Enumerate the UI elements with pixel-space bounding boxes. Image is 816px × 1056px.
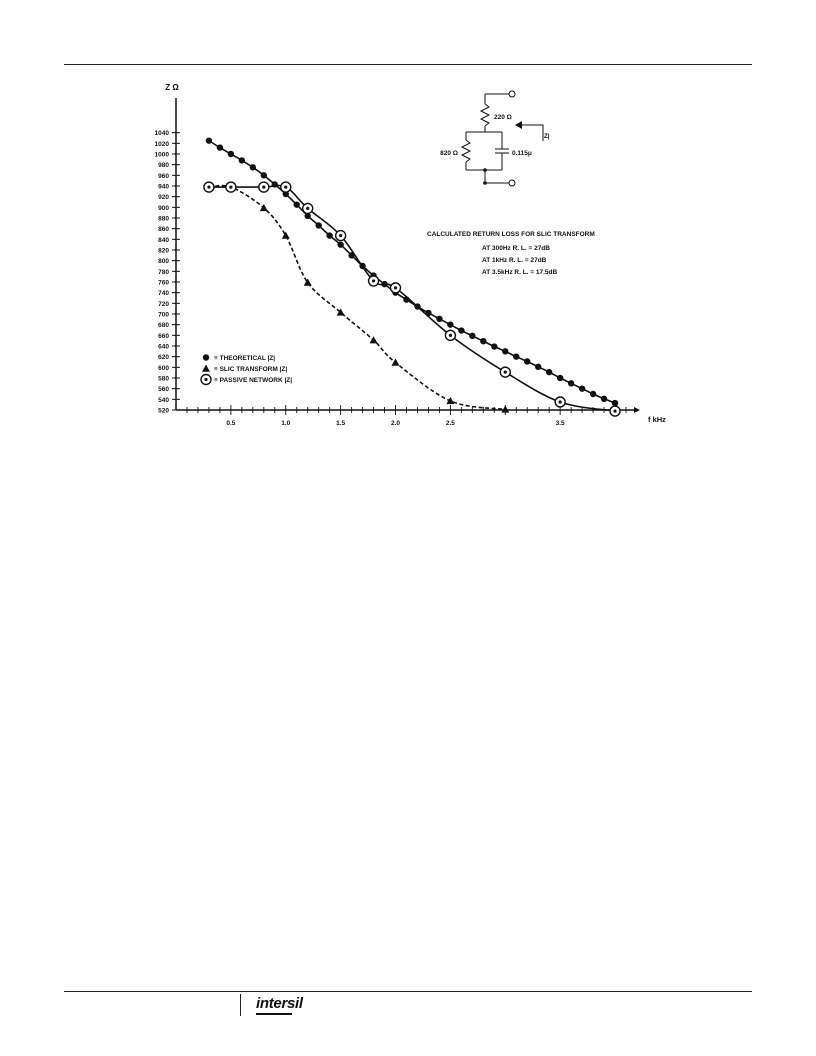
data-point-triangle [282, 232, 290, 239]
marker-center [204, 378, 207, 381]
y-tick-label: 980 [158, 162, 169, 170]
x-tick-label: 2.5 [445, 420, 455, 427]
y-tick-label: 740 [158, 290, 169, 298]
data-point-circle-dot [259, 182, 269, 192]
data-point-circle-dot [610, 406, 620, 416]
circuit-diagram [440, 91, 550, 186]
data-point-dot [261, 172, 267, 178]
y-tick-label: 520 [158, 407, 169, 415]
intersil-logo: intersil [256, 995, 303, 1012]
data-point-dot [491, 343, 497, 349]
data-point-dot [469, 333, 475, 339]
y-tick-label: 620 [158, 354, 169, 362]
y-tick-label: 960 [158, 172, 169, 180]
y-tick-label: 660 [158, 332, 169, 340]
header-rule [64, 64, 752, 65]
data-point-dot [403, 296, 409, 302]
x-axis-arrow [634, 407, 640, 413]
data-point-dot [557, 375, 563, 381]
data-point-dot [535, 364, 541, 370]
legend-label: ≡ PASSIVE NETWORK |Z| [214, 377, 293, 384]
data-point-dot [359, 263, 365, 269]
y-tick-label: 540 [158, 396, 169, 404]
data-point-dot [502, 348, 508, 354]
marker-center [306, 207, 309, 210]
y-tick-label: 580 [158, 375, 169, 383]
marker-center [207, 185, 210, 188]
data-point-dot [568, 380, 574, 386]
y-tick-label: 600 [158, 364, 169, 372]
data-point-circle-dot [445, 330, 455, 340]
z-label: |Z| [542, 133, 550, 140]
resistor-220-label: 220 Ω [494, 114, 512, 121]
marker-center [339, 234, 342, 237]
data-point-circle-dot [555, 397, 565, 407]
x-axis-title: f kHz [648, 415, 666, 424]
data-point-dot [381, 281, 387, 287]
data-point-dot [315, 222, 321, 228]
junction [483, 181, 487, 185]
legend-marker-dot [203, 354, 209, 360]
data-point-circle-dot [391, 283, 401, 293]
terminal-bottom [509, 180, 515, 186]
y-tick-label: 640 [158, 343, 169, 351]
data-point-circle-dot [336, 231, 346, 241]
data-point-circle-dot [303, 203, 313, 213]
marker-center [229, 185, 232, 188]
data-point-dot [337, 241, 343, 247]
marker-center [394, 286, 397, 289]
data-point-dot [326, 232, 332, 238]
x-tick-label: 2.0 [390, 420, 401, 427]
y-tick-label: 1040 [154, 130, 169, 138]
y-tick-label: 780 [158, 268, 169, 276]
data-point-triangle [260, 204, 268, 211]
x-tick-label: 0.5 [226, 420, 236, 427]
data-point-dot [250, 164, 256, 170]
y-tick-label: 760 [158, 279, 169, 287]
impedance-chart [150, 80, 670, 440]
y-tick-label: 680 [158, 322, 169, 330]
y-tick-label: 800 [158, 258, 169, 266]
marker-center [262, 185, 265, 188]
data-point-dot [272, 181, 278, 187]
x-tick-label: 3.5 [555, 420, 565, 427]
data-point-dot [458, 327, 464, 333]
x-tick-label: 1.0 [281, 420, 291, 427]
y-tick-label: 1000 [154, 151, 169, 159]
data-point-dot [447, 321, 453, 327]
y-tick-label: 940 [158, 183, 169, 191]
data-point-dot [579, 385, 585, 391]
data-point-circle-dot [500, 367, 510, 377]
data-point-circle-dot [369, 276, 379, 286]
data-point-dot [436, 316, 442, 322]
annotations [427, 231, 595, 276]
y-tick-label: 560 [158, 386, 169, 394]
x-tick-label: 1.5 [336, 420, 346, 427]
legend-label: ≡ THEORETICAL |Z| [214, 355, 276, 362]
data-point-dot [206, 137, 212, 143]
series-line-triangle [209, 186, 505, 410]
footer-rule [64, 991, 752, 992]
data-point-dot [524, 358, 530, 364]
data-point-triangle [501, 405, 509, 412]
z-arrow-head [515, 121, 522, 129]
data-point-circle-dot [281, 182, 291, 192]
plot-area [204, 137, 620, 416]
data-point-dot [228, 151, 234, 157]
z-arrow-line [522, 125, 543, 141]
marker-center [449, 334, 452, 337]
data-point-triangle [370, 336, 378, 343]
marker-center [559, 400, 562, 403]
data-point-circle-dot [226, 182, 236, 192]
y-tick-label: 720 [158, 300, 169, 308]
annotation-line: AT 300Hz R. L. = 27dB [482, 245, 550, 252]
legend-marker-triangle [202, 365, 210, 372]
annotation-title: CALCULATED RETURN LOSS FOR SLIC TRANSFORM [427, 231, 595, 238]
data-point-dot [612, 400, 618, 406]
footer-divider [240, 994, 241, 1016]
logo-swoosh [256, 1013, 292, 1015]
resistor-820 [462, 140, 470, 162]
resistor-220 [481, 104, 489, 126]
y-tick-label: 820 [158, 247, 169, 255]
y-tick-label: 880 [158, 215, 169, 223]
data-point-dot [480, 338, 486, 344]
data-point-circle-dot [204, 182, 214, 192]
legend [201, 354, 292, 384]
data-point-dot [590, 391, 596, 397]
capacitor-label: 0.115μ [512, 150, 532, 157]
resistor-820-label: 820 Ω [440, 150, 458, 157]
data-point-dot [425, 310, 431, 316]
annotation-line: AT 3.5kHz R. L. = 17.5dB [482, 269, 558, 276]
marker-center [613, 409, 616, 412]
y-tick-label: 920 [158, 194, 169, 202]
data-point-dot [348, 252, 354, 258]
annotation-line: AT 1kHz R. L. = 27dB [482, 257, 547, 264]
y-tick-label: 840 [158, 236, 169, 244]
data-point-dot [513, 353, 519, 359]
data-point-dot [546, 369, 552, 375]
marker-center [504, 371, 507, 374]
terminal-top [509, 91, 515, 97]
marker-center [372, 279, 375, 282]
junction [483, 168, 487, 172]
data-point-dot [239, 157, 245, 163]
data-point-dot [414, 303, 420, 309]
legend-label: ≡ SLIC TRANSFORM |Z| [214, 366, 288, 373]
y-axis-title: Z Ω [165, 83, 179, 92]
data-point-dot [294, 201, 300, 207]
y-tick-label: 700 [158, 311, 169, 319]
legend-marker-circle-dot [201, 375, 211, 385]
y-tick-label: 1020 [154, 140, 169, 148]
y-tick-label: 860 [158, 226, 169, 234]
y-tick-label: 900 [158, 204, 169, 212]
marker-center [284, 185, 287, 188]
data-point-dot [217, 144, 223, 150]
data-point-dot [601, 396, 607, 402]
